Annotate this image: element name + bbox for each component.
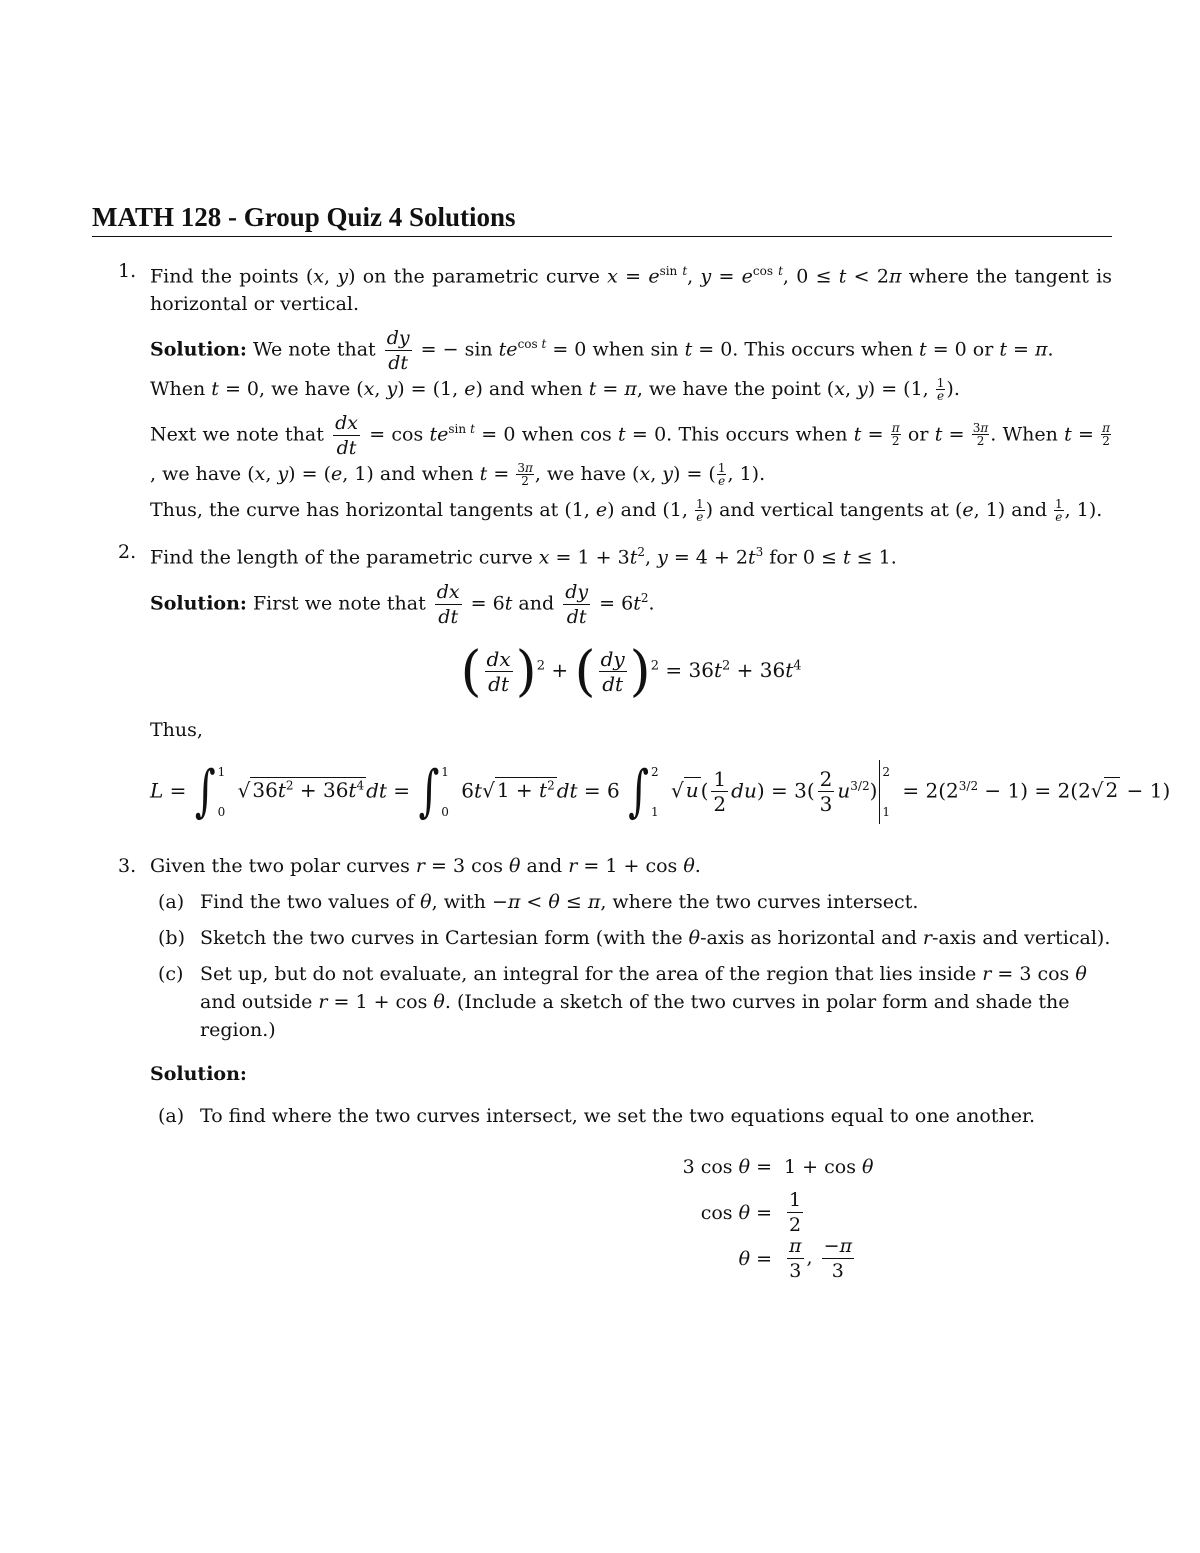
question-3 xyxy=(92,852,1112,1282)
question-number: 3. xyxy=(118,854,137,877)
question-2 xyxy=(92,538,1171,831)
question-3a: (a) Find the two values of θ, with −π < θ ≤ π, where the two curves intersect. xyxy=(150,888,1112,916)
solution-label: Solution: xyxy=(150,1062,247,1085)
thus-label: Thus, xyxy=(150,718,203,741)
solution-label: Solution: xyxy=(150,338,247,361)
question-2-solution-p1: Solution: First we note that $\frac{dx}{dt}$ = 6t and $\frac{dy}{dt}$ = $6t^2$. xyxy=(150,580,655,628)
question-number: 2. xyxy=(118,541,137,564)
equation-row: 3 cos θ = 1 + cos θ xyxy=(682,1155,874,1178)
page-title: MATH 128 - Group Quiz 4 Solutions xyxy=(92,200,1112,237)
document-page xyxy=(92,200,1171,1296)
question-2-text: Find the length of the parametric curve $x = 1 + 3t^2$, $y = 4 + 2t^3$ for 0 ≤ t ≤ 1. xyxy=(150,545,897,569)
solution-3a-text: To find where the two curves intersect, we set the two equations equal to one another. xyxy=(200,1104,1035,1127)
question-1-solution-p4: Thus, the curve has horizontal tangents at (1, e) and (1, $\frac{1}{e}$ ) and vertical tangents at (e, 1) and $\frac{1}{e}$ , 1). xyxy=(150,496,1103,524)
equation-derivatives-squared: ( $\frac{dx}{dt}$ )$^2$ + ( $\frac{dy}{dt}$ )$^2 = 36t^2 + 36t^4$ xyxy=(460,639,802,703)
question-1 xyxy=(92,257,1112,524)
question-3-text: Given the two polar curves r = 3 cos θ and r = 1 + cos θ. xyxy=(150,854,701,877)
question-3b: (b) Sketch the two curves in Cartesian form (with the θ-axis as horizontal and r-axis and vertical). xyxy=(150,924,1112,952)
equation-arc-length: L = ∫ 1 0 √ $36t^2 + 36t^4$ dt = ∫ 1 0 6t√ $1 + t^2$ dt = 6 ∫ 2 1 √ u ( $\frac{1}{2}$ du) = 3( $\frac{2}{3}$ $u^{3/2}$) 2 1 = $2(2^{3/2} - 1) = 2(2√$ 2 − 1) xyxy=(150,759,1171,824)
question-1-solution-p1: Solution: We note that $\frac{dy}{dt}$ = − $\sin te^{cos t} = 0$ when sin t = 0. This occurs when t = 0 or t = π. When t = 0, we have (x, y) = (1, e) and when t = π, we have the point (x, y) = (1, $\frac{1}{e}$ ). xyxy=(150,327,1054,403)
solution-3a xyxy=(150,1102,1112,1130)
solution-label: Solution: xyxy=(150,592,247,615)
equation-row: θ = $\frac{\pi}{3}$ , $\frac{-\pi}{3}$ xyxy=(738,1235,853,1283)
equation-block xyxy=(150,1144,1112,1282)
question-number: 1. xyxy=(118,260,137,282)
part-label: (b) xyxy=(158,926,185,949)
question-1-text: Find the points (x, y) on the parametric curve $x = e^{sin t}$, $y = e^{cos t}$, 0 ≤ t < 2π where the tangent is horizontal or vertical. xyxy=(150,264,1113,316)
part-label: (c) xyxy=(158,962,184,985)
part-label: (a) xyxy=(158,1104,185,1127)
question-1-solution-p3: Next we note that $\frac{dx}{dt}$ = $\cos te^{sin t} = 0$ when cos t = 0. This occurs when t = $\frac{\pi}{2}$ or t = $\frac{3\pi}{2}$ . When t = $\frac{\pi}{2}$ , we have (x, y) = (e, 1) and when t = $\frac{3\pi}{2}$ , we have (x, y) = ( $\frac{1}{e}$ , 1). xyxy=(150,412,1111,488)
question-3c: (c) Set up, but do not evaluate, an integral for the area of the region that lies inside r = 3 cos θ and outside r = 1 + cos θ. (Include a sketch of the two curves in polar form and shade the region.) xyxy=(150,960,1112,1044)
part-label: (a) xyxy=(158,890,185,913)
equation-row: cos θ = $\frac{1}{2}$ xyxy=(700,1189,802,1237)
